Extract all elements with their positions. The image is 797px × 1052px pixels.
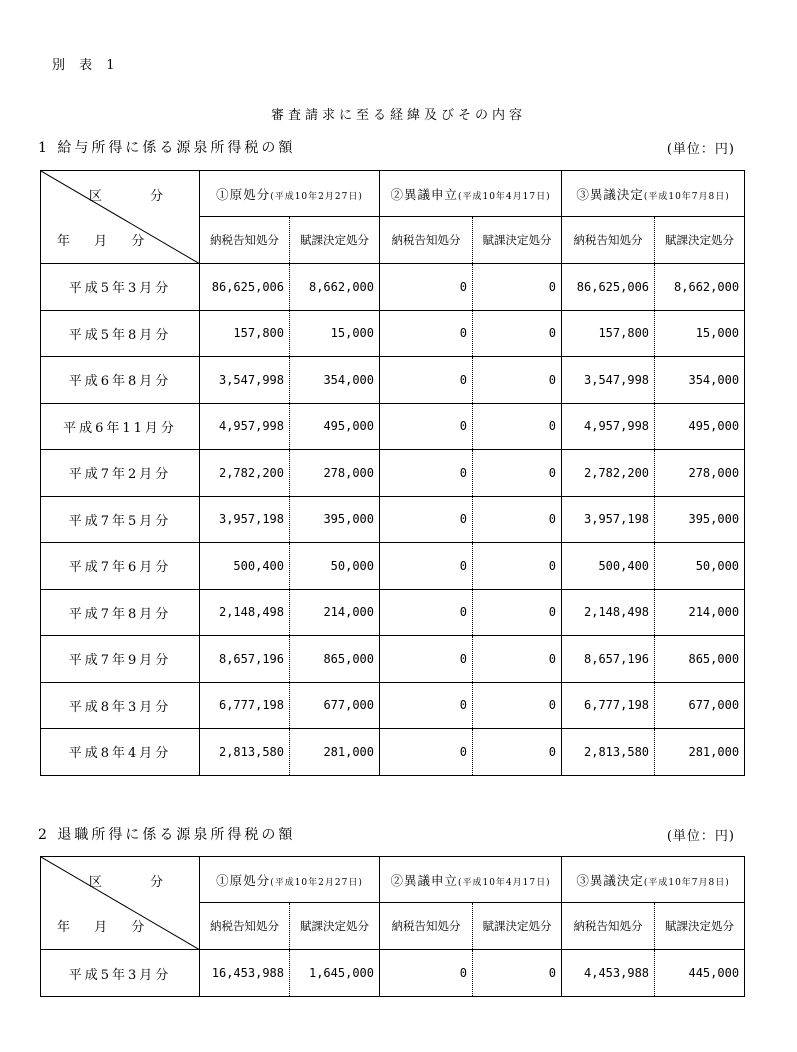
- decision-notice-amount: 157,800: [562, 310, 655, 357]
- objection-notice-amount: 0: [380, 403, 473, 450]
- period-cell: 平成6年8月分: [41, 357, 200, 404]
- header-decision-date: (平成10年7月8日): [643, 877, 730, 888]
- period-cell: 平成5年8月分: [41, 310, 200, 357]
- objection-notice-amount: 0: [380, 264, 473, 311]
- decision-penalty-amount: 281,000: [655, 729, 745, 776]
- subheader-notice: 納税告知処分: [380, 903, 473, 950]
- original-notice-amount: 3,957,198: [200, 496, 290, 543]
- header-original-date: (平成10年2月27日): [270, 877, 363, 888]
- header-decision: [562, 171, 745, 217]
- table-row: [41, 496, 745, 543]
- decision-penalty-amount: 8,662,000: [655, 264, 745, 311]
- subheader-penalty: 賦課決定処分: [655, 903, 745, 950]
- period-cell: 平成7年9月分: [41, 636, 200, 683]
- objection-notice-amount: 0: [380, 682, 473, 729]
- decision-notice-amount: 2,813,580: [562, 729, 655, 776]
- original-notice-amount: 4,957,998: [200, 403, 290, 450]
- objection-penalty-amount: 0: [473, 496, 562, 543]
- table-row: [41, 729, 745, 776]
- decision-penalty-amount: 214,000: [655, 589, 745, 636]
- header-kubun: 区 分: [88, 189, 185, 204]
- original-penalty-amount: 495,000: [290, 403, 380, 450]
- appendix-label: 別 表 1: [52, 58, 120, 73]
- decision-penalty-amount: 865,000: [655, 636, 745, 683]
- original-penalty-amount: 677,000: [290, 682, 380, 729]
- objection-notice-amount: 0: [380, 357, 473, 404]
- original-penalty-amount: 281,000: [290, 729, 380, 776]
- original-notice-amount: 6,777,198: [200, 682, 290, 729]
- subheader-notice: 納税告知処分: [380, 217, 473, 264]
- table-row: [41, 264, 745, 311]
- header-nengetsu: 年 月 分: [57, 920, 155, 935]
- original-penalty-amount: 8,662,000: [290, 264, 380, 311]
- table-row: [41, 310, 745, 357]
- decision-notice-amount: 2,148,498: [562, 589, 655, 636]
- objection-notice-amount: 0: [380, 589, 473, 636]
- table-row: [41, 589, 745, 636]
- table-row: [41, 543, 745, 590]
- subheader-penalty: 賦課決定処分: [473, 903, 562, 950]
- decision-notice-amount: 4,957,998: [562, 403, 655, 450]
- decision-penalty-amount: 354,000: [655, 357, 745, 404]
- original-penalty-amount: 15,000: [290, 310, 380, 357]
- original-notice-amount: 2,782,200: [200, 450, 290, 497]
- objection-notice-amount: 0: [380, 950, 473, 997]
- original-penalty-amount: 214,000: [290, 589, 380, 636]
- header-objection-date: (平成10年4月17日): [457, 191, 551, 202]
- period-cell: 平成5年3月分: [41, 950, 200, 997]
- original-notice-amount: 500,400: [200, 543, 290, 590]
- table-row: [41, 450, 745, 497]
- original-notice-amount: 2,148,498: [200, 589, 290, 636]
- header-decision-date: (平成10年7月8日): [643, 191, 730, 202]
- subheader-notice: 納税告知処分: [200, 903, 290, 950]
- header-objection-label: ②異議申立: [390, 186, 458, 202]
- original-notice-amount: 2,813,580: [200, 729, 290, 776]
- table-row: [41, 682, 745, 729]
- header-original-label: ①原処分: [216, 186, 271, 202]
- header-objection-date: (平成10年4月17日): [457, 877, 551, 888]
- decision-notice-amount: 3,957,198: [562, 496, 655, 543]
- subheader-notice: 納税告知処分: [200, 217, 290, 264]
- header-kubun: 区 分: [88, 875, 185, 890]
- objection-penalty-amount: 0: [473, 950, 562, 997]
- header-original-disposition: [200, 857, 380, 903]
- objection-penalty-amount: 0: [473, 729, 562, 776]
- subheader-notice: 納税告知処分: [562, 217, 655, 264]
- decision-notice-amount: 4,453,988: [562, 950, 655, 997]
- header-objection: [380, 857, 562, 903]
- section1-unit: (単位：円): [666, 142, 735, 157]
- header-objection: [380, 171, 562, 217]
- document-title: 審査請求に至る経緯及びその内容: [270, 108, 526, 123]
- original-notice-amount: 86,625,006: [200, 264, 290, 311]
- decision-penalty-amount: 15,000: [655, 310, 745, 357]
- subheader-penalty: 賦課決定処分: [655, 217, 745, 264]
- header-diagonal-cell: [41, 171, 200, 264]
- objection-penalty-amount: 0: [473, 636, 562, 683]
- header-objection-label: ②異議申立: [390, 872, 458, 888]
- original-notice-amount: 157,800: [200, 310, 290, 357]
- period-cell: 平成5年3月分: [41, 264, 200, 311]
- decision-penalty-amount: 677,000: [655, 682, 745, 729]
- objection-penalty-amount: 0: [473, 403, 562, 450]
- header-original-date: (平成10年2月27日): [270, 191, 363, 202]
- decision-penalty-amount: 395,000: [655, 496, 745, 543]
- section1-title: 1 給与所得に係る源泉所得税の額: [38, 140, 296, 156]
- period-cell: 平成8年4月分: [41, 729, 200, 776]
- period-cell: 平成7年8月分: [41, 589, 200, 636]
- decision-penalty-amount: 50,000: [655, 543, 745, 590]
- table-row: [41, 357, 745, 404]
- header-diagonal-cell: [41, 857, 200, 950]
- header-original-disposition: [200, 171, 380, 217]
- decision-penalty-amount: 445,000: [655, 950, 745, 997]
- section2-unit: (単位：円): [666, 829, 735, 844]
- objection-notice-amount: 0: [380, 310, 473, 357]
- decision-notice-amount: 500,400: [562, 543, 655, 590]
- header-decision-label: ③異議決定: [576, 186, 644, 202]
- decision-notice-amount: 2,782,200: [562, 450, 655, 497]
- period-cell: 平成7年5月分: [41, 496, 200, 543]
- objection-penalty-amount: 0: [473, 682, 562, 729]
- objection-notice-amount: 0: [380, 636, 473, 683]
- period-cell: 平成6年11月分: [41, 403, 200, 450]
- original-penalty-amount: 50,000: [290, 543, 380, 590]
- objection-notice-amount: 0: [380, 729, 473, 776]
- objection-penalty-amount: 0: [473, 589, 562, 636]
- decision-notice-amount: 86,625,006: [562, 264, 655, 311]
- original-penalty-amount: 354,000: [290, 357, 380, 404]
- objection-notice-amount: 0: [380, 496, 473, 543]
- header-decision: [562, 857, 745, 903]
- decision-penalty-amount: 278,000: [655, 450, 745, 497]
- subheader-penalty: 賦課決定処分: [290, 903, 380, 950]
- original-penalty-amount: 865,000: [290, 636, 380, 683]
- objection-penalty-amount: 0: [473, 264, 562, 311]
- period-cell: 平成7年6月分: [41, 543, 200, 590]
- decision-notice-amount: 6,777,198: [562, 682, 655, 729]
- subheader-penalty: 賦課決定処分: [473, 217, 562, 264]
- section2-title: 2 退職所得に係る源泉所得税の額: [38, 827, 296, 843]
- table-row: [41, 950, 745, 997]
- original-notice-amount: 3,547,998: [200, 357, 290, 404]
- objection-notice-amount: 0: [380, 450, 473, 497]
- decision-notice-amount: 3,547,998: [562, 357, 655, 404]
- original-notice-amount: 8,657,196: [200, 636, 290, 683]
- subheader-penalty: 賦課決定処分: [290, 217, 380, 264]
- original-penalty-amount: 278,000: [290, 450, 380, 497]
- period-cell: 平成7年2月分: [41, 450, 200, 497]
- objection-penalty-amount: 0: [473, 310, 562, 357]
- objection-penalty-amount: 0: [473, 543, 562, 590]
- original-penalty-amount: 1,645,000: [290, 950, 380, 997]
- original-penalty-amount: 395,000: [290, 496, 380, 543]
- objection-penalty-amount: 0: [473, 450, 562, 497]
- objection-notice-amount: 0: [380, 543, 473, 590]
- decision-penalty-amount: 495,000: [655, 403, 745, 450]
- subheader-notice: 納税告知処分: [562, 903, 655, 950]
- header-nengetsu: 年 月 分: [57, 234, 155, 249]
- decision-notice-amount: 8,657,196: [562, 636, 655, 683]
- table-row: [41, 403, 745, 450]
- objection-penalty-amount: 0: [473, 357, 562, 404]
- period-cell: 平成8年3月分: [41, 682, 200, 729]
- header-original-label: ①原処分: [216, 872, 271, 888]
- section2-table: [40, 856, 745, 997]
- table-row: [41, 636, 745, 683]
- original-notice-amount: 16,453,988: [200, 950, 290, 997]
- header-decision-label: ③異議決定: [576, 872, 644, 888]
- section1-table: [40, 170, 745, 776]
